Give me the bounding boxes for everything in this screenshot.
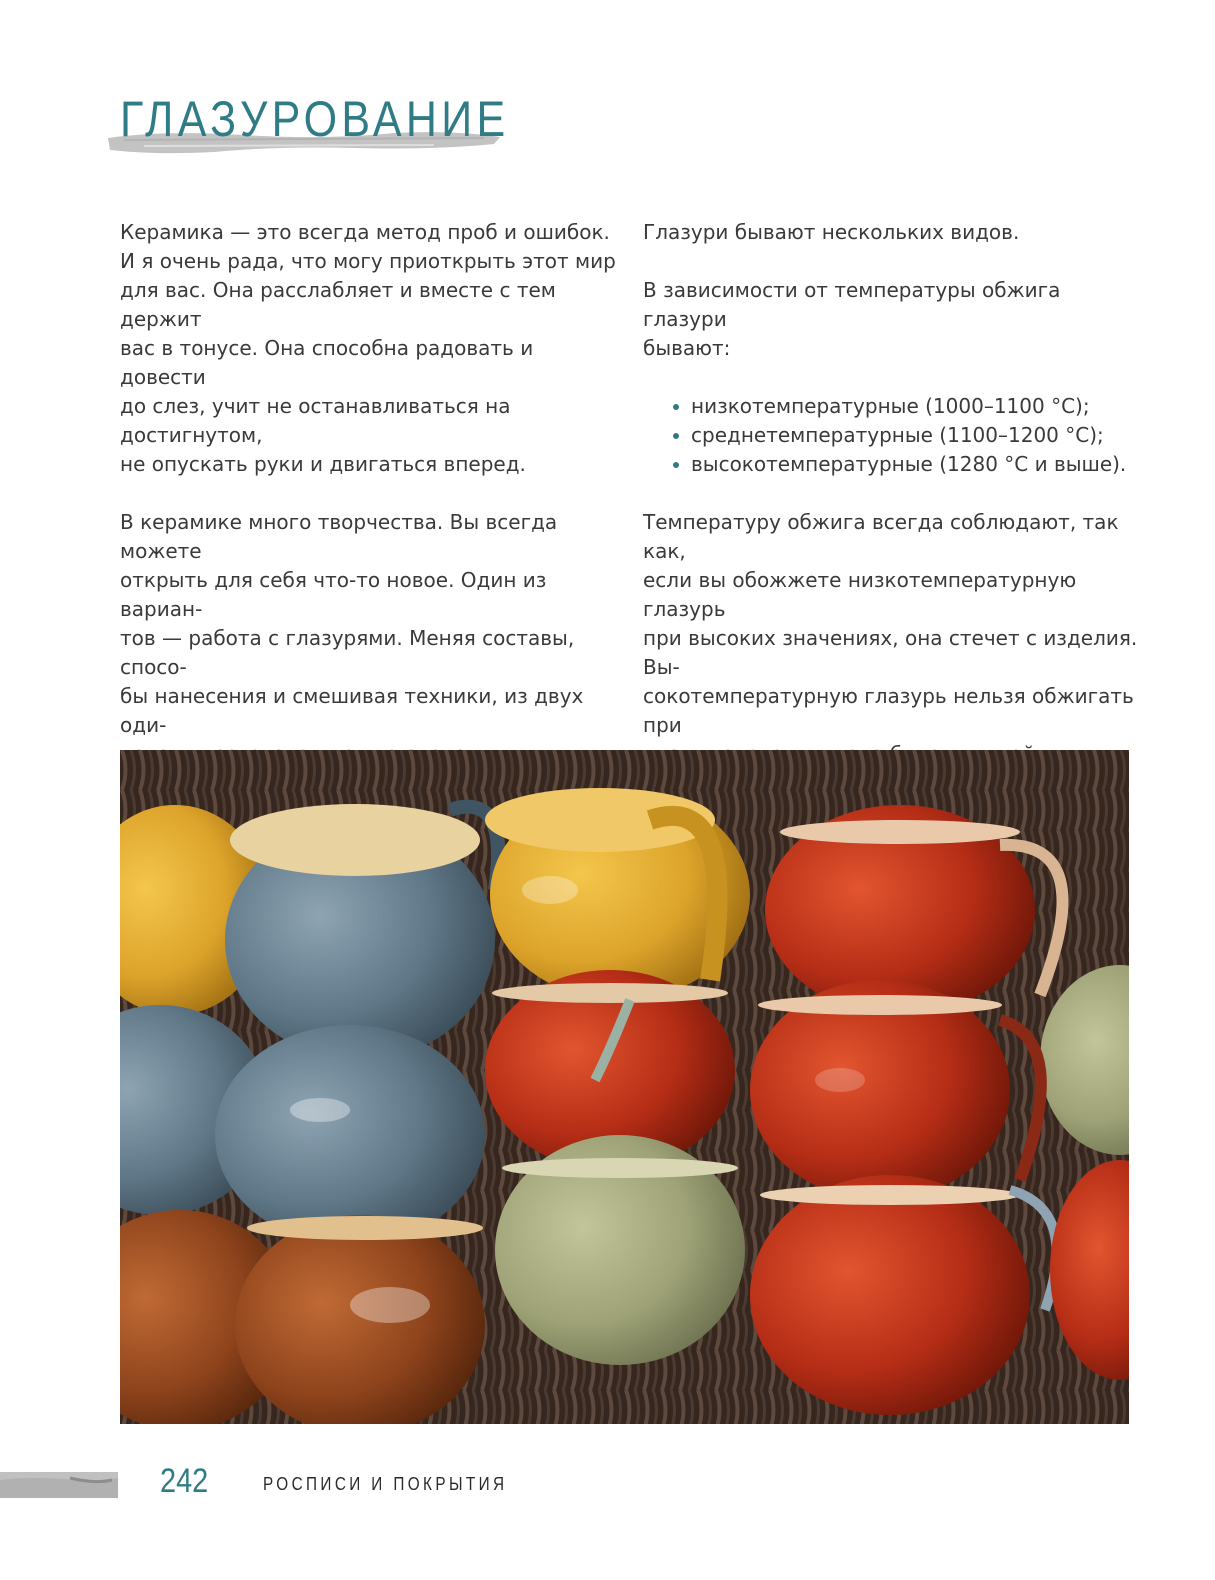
paragraph-intro: Керамика — это всегда метод проб и ошибок. И я очень рада, что могу приоткрыть этот мир для вас. Она расслабляет и вместе с тем держит вас в тонусе. Она способна радовать и довести до слез, учит не останавливаться на достигнутом, не опускать руки и двигаться вперед. <box>120 220 616 476</box>
ceramic-mugs-photo <box>120 750 1129 1424</box>
list-item-text: низкотемпературные (1000–1100 °C); <box>691 394 1090 418</box>
temperature-list <box>643 392 1143 479</box>
footer-brush-decoration <box>0 1472 118 1498</box>
list-item-text: высокотемпературные (1280 °C и выше). <box>691 452 1127 476</box>
page-title: ГЛАЗУРОВАНИЕ <box>120 91 510 147</box>
heading-block <box>104 88 510 168</box>
list-item <box>673 392 1143 421</box>
list-item <box>673 450 1143 479</box>
running-section-title: РОСПИСИ И ПОКРЫТИЯ <box>263 1474 508 1494</box>
paragraph-firing-rules: Температуру обжига всегда соблюдают, так как, если вы обожжете низкотемпературную глазурь при высоких значениях, она стечет с изделия. Вы- сокотемпературную глазурь нельзя обжигать при <box>643 510 1138 737</box>
page-number: 242 <box>160 1462 209 1500</box>
bullet-icon <box>673 404 679 410</box>
bullet-icon <box>673 433 679 439</box>
paragraph-temperature-lead: В зависимости от температуры обжига глазури бывают: <box>643 278 1061 360</box>
list-item-text: среднетемпературные (1100–1200 °C); <box>691 423 1104 447</box>
bullet-icon <box>673 462 679 468</box>
list-item <box>673 421 1143 450</box>
paragraph-glaze-types: Глазури бывают нескольких видов. <box>643 220 1020 244</box>
paragraph-creativity: В керамике много творчества. Вы всегда можете открыть для себя что-то новое. Один из вариан- тов — работа с глазурями. Меняя составы, спосо- бы нанесения и смешивая техники, из двух оди- <box>120 510 584 737</box>
